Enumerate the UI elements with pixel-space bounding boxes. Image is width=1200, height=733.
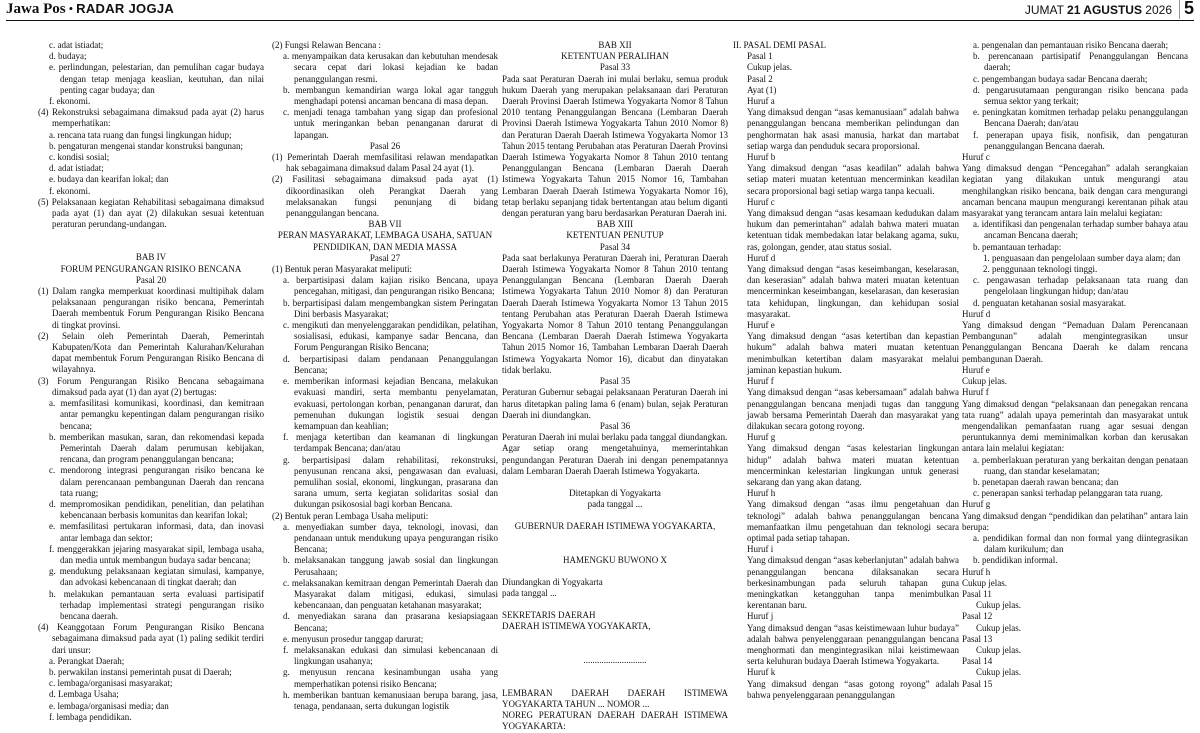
paragraph: h. memberikan bantuan kemanusiaan berupa barang, jasa, tenaga, pendanaan, serta dukungan logistik bbox=[283, 689, 498, 711]
spacer bbox=[38, 241, 264, 252]
paragraph: c. lembaga/organisasi masyarakat; bbox=[49, 678, 173, 689]
spacer bbox=[502, 633, 728, 644]
column-3 bbox=[502, 40, 728, 732]
paragraph: NOREG PERATURAN DAERAH DAERAH ISTIMEWA YOGYAKARTA: bbox=[502, 710, 728, 732]
paragraph: a. pengenalan dan pemantauan risiko Bencana daerah; bbox=[973, 40, 1169, 50]
paragraph: Pasal 2 bbox=[747, 73, 773, 84]
paragraph: a. menyampaikan data kerusakan dan kebutuhan mendesak secara cepat dari lokasi kejadian ke badan penanggulangan resmi. bbox=[283, 51, 498, 84]
paragraph: (2) Bentuk peran Lembaga Usaha meliputi: bbox=[272, 510, 429, 521]
paragraph: e. memberikan informasi kejadian Bencana, melakukan evakuasi mandiri, serta membantu penyelamatan, evakuasi, pertolongan korban, penanganan darurat, dan pemenuhan dukungan logistik sesuai dengan kemampuan dan keahlian; bbox=[283, 376, 498, 431]
paragraph: Yang dimaksud dengan “asas keberlanjutan” adalah bahwa penanggulangan bencana dilaksanakan secara berkesinambungan pada seluruh tahapan guna meningkatkan ketangguhan tanpa menimbulkan kerentanan baru. bbox=[747, 555, 960, 611]
section-heading: BAB IV bbox=[135, 252, 167, 263]
paragraph: Diundangkan di Yogyakarta bbox=[502, 576, 603, 587]
paragraph: Yang dimaksud dengan “Pencegahan” adalah serangkaian kegiatan yang dilakukan untuk mengurangi atau menghilangkan risiko bencana, baik dengan cara mengurangi ancaman bencana maupun mengurangi kerentanan pihak atau masyarakat yang terancam antara lain melalui kegiatan: bbox=[962, 163, 1188, 219]
paragraph: g. menyusun rencana kesinambungan usaha yang memperhatikan potensi risiko Bencana; bbox=[283, 667, 498, 689]
paragraph: g. mendukung pelaksanaan kegiatan simulasi, kampanye, dan advokasi kebencanaan di tingkat daerah; dan bbox=[49, 566, 264, 588]
issue-day: JUMAT bbox=[1024, 3, 1064, 17]
paragraph: Huruf d bbox=[747, 252, 776, 263]
paragraph: Huruf a bbox=[747, 96, 775, 107]
paragraph: Yang dimaksud dengan “asas gotong royong” adalah bahwa penyelenggaraan penanggulangan bbox=[747, 678, 959, 700]
paragraph: c. pengawasan terhadap pelaksanaan tata ruang dan pengelolaan lingkungan hidup; dan/atau bbox=[973, 275, 1188, 297]
paragraph: d. penguatan ketahanan sosial masyarakat. bbox=[973, 297, 1126, 308]
paragraph: (2) Selain oleh Pemerintah Daerah, Pemerintah Kabupaten/Kota dan Pemerintah Kalurahan/Kelurahan dapat membentuk Forum Pengurangan Risiko Bencana di wilayahnya. bbox=[38, 330, 264, 375]
paragraph: d. Lembaga Usaha; bbox=[49, 689, 119, 700]
paragraph: Huruf g bbox=[747, 432, 776, 443]
section-heading: Ditetapkan di Yogyakarta bbox=[569, 487, 661, 498]
paragraph: f. ekonomi. bbox=[49, 96, 91, 107]
paragraph: Huruf c bbox=[962, 152, 990, 163]
paragraph: Huruf b bbox=[747, 152, 776, 163]
section-heading: ............................ bbox=[583, 654, 647, 665]
section-name[interactable]: RADAR JOGJA bbox=[76, 1, 175, 16]
paragraph: f. ekonomi. bbox=[49, 185, 91, 196]
paragraph: e. budaya dan kearifan lokal; dan bbox=[49, 174, 169, 185]
paragraph: e. perlindungan, pelestarian, dan pemulihan cagar budaya dengan tetap menjaga keaslian, keutuhan, dan nilai penting cagar budaya; dan bbox=[49, 62, 264, 95]
paragraph: (2) Fasilitasi sebagaimana dimaksud pada ayat (1) dikoordinasikan oleh Perangkat Daerah yang melaksanakan fungsi penunjang di bidang penanggulangan bencana. bbox=[272, 174, 498, 219]
column-1 bbox=[38, 40, 264, 722]
paragraph: Agar setiap orang mengetahuinya, memerintahkan pengundangan Peraturan Daerah ini dengan penempatannya dalam Lembaran Daerah Daerah Istimewa Yogyakarta. bbox=[502, 443, 728, 476]
section-heading: PERAN MASYARAKAT, LEMBAGA USAHA, SATUAN PENDIDIKAN, DAN MEDIA MASSA bbox=[277, 230, 493, 252]
paragraph: Huruf f bbox=[747, 376, 774, 387]
paragraph: (2) Fungsi Relawan Bencana : bbox=[272, 40, 381, 50]
paragraph: Yang dimaksud dengan “asas keseimbangan, keselarasan, dan keserasian” adalah bahwa materi muatan ketentuan mencerminkan keseimbangan, keselarasan, dan keserasian tata kehidupan, lingkungan, dan kehidupan sosial masyarakat. bbox=[747, 264, 959, 319]
paragraph: (4) Rekonstruksi sebagaimana dimaksud pada ayat (2) harus memperhatikan: bbox=[38, 107, 264, 129]
paragraph: f. menjaga ketertiban dan keamanan di lingkungan terdampak Bencana; dan/atau bbox=[283, 432, 498, 454]
spacer bbox=[502, 544, 728, 555]
bullet-separator: • bbox=[68, 1, 74, 16]
paragraph: Pada saat berlakunya Peraturan Daerah ini, Peraturan Daerah Daerah Istimewa Yogyakarta Nomor 8 Tahun 2010 tentang Penanggulangan Bencana (Lembaran Daerah Daerah Istimewa Yogyakarta Tahun 2010 Nomor 8) dan Peraturan Daerah Daerah Istimewa Yogyakarta Nomor 13 Tahun 2015 tentang Perubahan atas Peraturan Daerah Daerah Istimewa Yogyakarta Nomor 8 Tahun 2010 tentang Penanggulangan Bencana (Lembaran Daerah Daerah Istimewa Yogyakarta Tahun 2015 Nomor 16, Tambahan Lembaran Daerah Daerah Istimewa Yogyakarta Nomor 16), dicabut dan dinyatakan tidak berlaku. bbox=[502, 252, 728, 375]
paragraph: Huruf d bbox=[962, 308, 991, 319]
paragraph: Huruf h bbox=[747, 488, 776, 499]
column-5 bbox=[962, 40, 1188, 689]
section-heading: BAB XIII bbox=[596, 219, 634, 230]
paragraph: Peraturan Daerah ini mulai berlaku pada tanggal diundangkan. bbox=[502, 432, 728, 443]
masthead bbox=[6, 0, 1194, 21]
spacer bbox=[38, 230, 264, 241]
paragraph: 2. penggunaan teknologi tinggi. bbox=[983, 264, 1098, 275]
paragraph: Yang dimaksud dengan “asas kemanusiaan” adalah bahwa penanggulangan bencana memberikan pelindungan dan penghormatan hak asasi manusia, harkat dan martabat setiap warga dan penduduk secara proporsional. bbox=[747, 107, 959, 151]
paragraph: d. pengarusutamaan pengurangan risiko bencana pada semua sektor yang terkait; bbox=[973, 84, 1188, 107]
section-heading: BAB VII bbox=[368, 219, 402, 230]
paragraph: f. menggerakkan jejaring masyarakat sipil, lembaga usaha, dan media untuk membangun budaya sadar bencana; bbox=[49, 543, 264, 565]
paragraph: c. adat istiadat; bbox=[49, 40, 104, 50]
paragraph: c. kondisi sosial; bbox=[49, 152, 110, 163]
paragraph: Cukup jelas. bbox=[976, 644, 1021, 655]
newspaper-brand[interactable]: Jawa Pos bbox=[6, 1, 66, 17]
section-heading: BAB XII bbox=[598, 40, 632, 50]
paragraph: (4) Keanggotaan Forum Pengurangan Risiko Bencana sebagaimana dimaksud pada ayat (1) paling sedikit terdiri dari unsur: bbox=[38, 622, 264, 655]
paragraph: c. mengikuti dan menyelenggarakan pendidikan, pelatihan, sosialisasi, edukasi, kampanye sadar Bencana, dan Forum Pengurangan Risiko Bencana; bbox=[283, 320, 498, 353]
paragraph: 1. penguasaan dan pengelolaan sumber daya alam; dan bbox=[983, 252, 1181, 263]
paragraph: b. melaksanakan tanggung jawab sosial dan lingkungan Perusahaan; bbox=[283, 555, 498, 577]
paragraph: a. memfasilitasi komunikasi, koordinasi, dan kemitraan antar pemangku kepentingan dalam pengurangan risiko bencana; bbox=[49, 398, 264, 431]
section-heading: HAMENGKU BUWONO X bbox=[563, 554, 667, 565]
section-heading: GUBERNUR DAERAH ISTIMEWA YOGYAKARTA, bbox=[514, 521, 716, 532]
paragraph: a. rencana tata ruang dan fungsi lingkungan hidup; bbox=[49, 129, 232, 140]
paragraph: e. lembaga/organisasi media; dan bbox=[49, 700, 169, 711]
spacer bbox=[502, 510, 728, 521]
issue-year: 2026 bbox=[1145, 3, 1172, 17]
paragraph: Pasal 1 bbox=[747, 51, 773, 62]
paragraph: c. melaksanakan kemitraan dengan Pemerintah Daerah dan Masyarakat dalam mitigasi, edukasi, simulasi kebencanaan, dan penguatan ketahanan masyarakat; bbox=[283, 577, 498, 611]
paragraph: SEKRETARIS DAERAH bbox=[502, 610, 596, 621]
paragraph: f. melaksanakan edukasi dan simulasi kebencanaan di lingkungan usahanya; bbox=[283, 644, 498, 667]
paragraph: b. membangun kemandirian warga lokal agar tangguh menghadapi potensi ancaman bencana di masa depan. bbox=[283, 84, 498, 107]
paragraph: Huruf f bbox=[962, 387, 989, 398]
section-heading: Pasal 34 bbox=[599, 241, 631, 252]
paragraph: c. pengembangan budaya sadar Bencana daerah; bbox=[973, 73, 1148, 84]
paragraph: a. pemberlakuan peraturan yang berkaitan dengan penataan ruang, dan standar keselamatan; bbox=[973, 454, 1188, 476]
spacer bbox=[502, 666, 728, 677]
paragraph: Pasal 15 bbox=[962, 678, 993, 689]
section-heading: Pasal 33 bbox=[599, 62, 631, 73]
paragraph: II. PASAL DEMI PASAL bbox=[733, 40, 827, 50]
paragraph: Huruf e bbox=[747, 320, 775, 331]
section-heading: Pasal 35 bbox=[599, 376, 631, 387]
paragraph: (3) Forum Pengurangan Risiko Bencana sebagaimana dimaksud pada ayat (1) dan ayat (2) bertugas: bbox=[38, 375, 264, 397]
paragraph: Pasal 11 bbox=[962, 588, 992, 599]
section-heading: KETENTUAN PERALIHAN bbox=[561, 51, 669, 62]
paragraph: e. memfasilitasi pertukaran informasi, data, dan inovasi antar lembaga dan sektor; bbox=[49, 521, 264, 543]
section-heading: FORUM PENGURANGAN RISIKO BENCANA bbox=[60, 263, 242, 274]
paragraph: Pada saat Peraturan Daerah ini mulai berlaku, semua produk hukum Daerah yang merupakan pelaksanaan dari Peraturan Daerah Provinsi Daerah Istimewa Yogyakarta Nomor 8 Tahun 2010 tentang Penanggulangan Bencana (Lembaran Daerah Provinsi Daerah Istimewa Yogyakarta Tahun 2010 Nomor 8) dan Peraturan Daerah Daerah Istimewa Yogyakarta Nomor 13 Tahun 2015 tentang Perubahan atas Peraturan Daerah Provinsi Daerah Istimewa Yogyakarta Nomor 8 Tahun 2010 tentang Penanggulangan Bencana (Lembaran Daerah Daerah Istimewa Yogyakarta Tahun 2015 Nomor 16, Tambahan Lembaran Daerah Daerah Istimewa Yogyakarta Nomor 16), tetap berlaku sepanjang tidak bertentangan atau belum diganti dengan peraturan yang baru berdasarkan Peraturan Daerah ini. bbox=[502, 73, 728, 219]
section-heading: Pasal 26 bbox=[369, 140, 401, 151]
paragraph: Cukup jelas. bbox=[962, 577, 1007, 588]
paragraph: Peraturan Gubernur sebagai pelaksanaan Peraturan Daerah ini harus ditetapkan paling lama 6 (enam) bulan, sejak Peraturan Daerah ini diundangkan. bbox=[502, 387, 728, 420]
paragraph: Yang dimaksud dengan “asas ilmu pengetahuan dan teknologi” adalah bahwa penanggulangan bencana memanfaatkan ilmu pengetahuan dan teknologi secara optimal pada setiap tahapan. bbox=[747, 499, 959, 543]
issue-date-main: 21 AGUSTUS bbox=[1067, 3, 1142, 17]
paragraph: Yang dimaksud dengan “Pemaduan Dalam Perencanaan Pembangunan” adalah mengintegrasikan unsur Penanggulangan Bencana Daerah ke dalam rencana pembangunan Daerah. bbox=[962, 320, 1188, 364]
spacer bbox=[502, 599, 728, 610]
spacer bbox=[502, 533, 728, 544]
column-2 bbox=[272, 40, 498, 711]
paragraph: b. pengaturan mengenai standar konstruksi bangunan; bbox=[49, 140, 243, 151]
paragraph: Yang dimaksud dengan “pendidikan dan pelatihan” antara lain berupa: bbox=[962, 510, 1188, 532]
section-heading: Pasal 27 bbox=[369, 252, 401, 263]
paragraph: a. berpartisipasi dalam kajian risiko Bencana, upaya pencegahan, mitigasi, dan pengurangan risiko Bencana; bbox=[283, 275, 498, 297]
paragraph: c. menjadi tenaga tambahan yang sigap dan profesional untuk meringankan beban penanganan darurat di lapangan. bbox=[283, 107, 498, 140]
section-heading: pada tanggal ... bbox=[587, 499, 643, 510]
paragraph: e. peningkatan komitmen terhadap pelaku penanggulangan Bencana Daerah; dan/atau bbox=[973, 107, 1188, 129]
paragraph: Pasal 13 bbox=[962, 633, 993, 644]
paragraph: Yang dimaksud dengan “asas kelestarian lingkungan hidup” adalah bahwa materi muatan ketentuan mencerminkan kelestarian lingkungan untuk generasi sekarang dan yang akan datang. bbox=[747, 443, 959, 487]
paragraph: Yang dimaksud dengan “asas keadilan” adalah bahwa setiap materi muatan ketentuan mencerminkan keadilan secara proporsional bagi setiap warga tanpa kecuali. bbox=[747, 163, 959, 196]
section-heading: Pasal 20 bbox=[135, 274, 167, 285]
paragraph: b. memberikan masukan, saran, dan rekomendasi kepada Pemerintah Daerah dalam perumusan kebijakan, rencana, dan program penanggulangan bencana; bbox=[49, 431, 264, 465]
spacer bbox=[502, 477, 728, 488]
paragraph: g. berpartisipasi dalam rehabilitasi, rekonstruksi, penyusunan rencana aksi, pengawasan dan evaluasi, pemulihan sosial, ekonomi, lingkungan, prasarana dan sarana umum, serta kegiatan solidaritas sosial dan dukungan psikososial bagi korban Bencana. bbox=[283, 454, 498, 510]
paragraph: Huruf g bbox=[962, 499, 991, 510]
paragraph: e. menyusun prosedur tanggap darurat; bbox=[283, 633, 424, 644]
paragraph: LEMBARAN DAERAH DAERAH ISTIMEWA YOGYAKARTA TAHUN ... NOMOR ... bbox=[502, 687, 728, 709]
issue-date bbox=[1025, 3, 1172, 17]
paragraph: Cukup jelas. bbox=[747, 62, 792, 73]
paragraph: c. penerapan sanksi terhadap pelanggaran tata ruang. bbox=[973, 488, 1163, 499]
paragraph: Yang dimaksud dengan “asas kebersamaan” adalah bahwa penanggulangan bencana menjadi tugas dan tanggung jawab bersama Pemerintah Daerah dan masyarakat yang dilakukan secara gotong royong. bbox=[747, 387, 959, 431]
paragraph: Huruf c bbox=[747, 196, 775, 207]
paragraph: b. perwakilan instansi pemerintah pusat di Daerah; bbox=[49, 666, 232, 677]
paragraph: a. pendidikan formal dan non formal yang diintegrasikan dalam kurikulum; dan bbox=[973, 532, 1188, 555]
paragraph: Huruf k bbox=[747, 667, 776, 678]
paragraph: Cukup jelas. bbox=[976, 600, 1021, 611]
spacer bbox=[502, 566, 728, 577]
paragraph: b. perencanaan partisipatif Penanggulangan Bencana daerah; bbox=[973, 51, 1188, 73]
paragraph: Huruf e bbox=[962, 364, 990, 375]
paragraph: b. pemantauan terhadap: bbox=[973, 241, 1062, 252]
paragraph: (1) Pemerintah Daerah memfasilitasi relawan mendapatkan hak sebagaimana dimaksud dalam Pasal 24 ayat (1). bbox=[272, 152, 498, 174]
paragraph: Pasal 14 bbox=[962, 656, 993, 667]
paragraph: Cukup jelas. bbox=[976, 622, 1021, 633]
paragraph: a. identifikasi dan pengenalan terhadap sumber bahaya atau ancaman Bencana daerah; bbox=[973, 219, 1188, 241]
paragraph: c. mendorong integrasi pengurangan risiko bencana ke dalam perencanaan pembangunan Daerah dan rencana tata ruang; bbox=[49, 465, 264, 498]
paragraph: f. lembaga pendidikan. bbox=[49, 711, 132, 722]
paragraph: f. penerapan upaya fisik, nonfisik, dan pengaturan penanggulangan Bencana daerah. bbox=[973, 129, 1188, 151]
paragraph: a. Perangkat Daerah; bbox=[49, 655, 125, 666]
paragraph: (1) Dalam rangka memperkuat koordinasi multipihak dalam pelaksanaan pengurangan risiko bencana, Pemerintah Daerah membentuk Forum Pengurangan Risiko Bencana di tingkat provinsi. bbox=[38, 286, 264, 330]
paragraph: Huruf i bbox=[747, 544, 774, 555]
paragraph: b. penetapan daerah rawan bencana; dan bbox=[973, 476, 1119, 487]
paragraph: d. budaya; bbox=[49, 51, 87, 62]
paragraph: Huruf h bbox=[962, 566, 991, 577]
paragraph: Yang dimaksud dengan “pelaksanaan dan penegakan rencana tata ruang” adalah upaya pemerintah dan masyarakat untuk mengendalikan pemanfaatan ruang agar sesuai dengan peruntukannya demi meminimalkan korban dan kerusakan antara lain melalui kegiatan: bbox=[962, 398, 1188, 454]
spacer bbox=[502, 644, 728, 655]
paragraph: d. berpartisipasi dalam pendanaan Penanggulangan Bencana; bbox=[283, 353, 498, 375]
paragraph: Yang dimaksud dengan “asas kesamaan kedudukan dalam hukum dan pemerintahan” adalah bahwa materi muatan ketentuan tidak membedakan latar belakang agama, suku, ras, golongan, gender, atau status sosial. bbox=[747, 208, 959, 252]
paragraph: (1) Bentuk peran Masyarakat meliputi: bbox=[272, 264, 412, 275]
paragraph: a. menyediakan sumber daya, teknologi, inovasi, dan pendanaan untuk mendukung upaya pengurangan risiko Bencana; bbox=[283, 521, 498, 555]
section-heading: KETENTUAN PENUTUP bbox=[566, 230, 664, 241]
paragraph: Yang dimaksud dengan “asas keistimewaan luhur budaya” adalah bahwa penyelenggaraan penanggulangan bencana menghormati dan mengintegrasikan nilai keistimewaan serta keluhuran budaya Daerah Istimewa Yogyakarta. bbox=[747, 622, 959, 667]
paragraph: d. menyediakan sarana dan prasarana kesiapsiagaan Bencana; bbox=[283, 611, 498, 633]
paragraph: h. melakukan pemantauan serta evaluasi partisipatif terhadap implementasi strategi pengurangan risiko bencana daerah. bbox=[49, 588, 264, 621]
paragraph: Ayat (1) bbox=[747, 84, 777, 95]
paragraph: b. berpartisipasi dalam mengembangkan sistem Peringatan Dini berbasis Masyarakat; bbox=[283, 297, 498, 319]
paragraph: Cukup jelas. bbox=[962, 376, 1007, 387]
paragraph: Yang dimaksud dengan “asas ketertiban dan kepastian hukum” adalah bahwa materi muatan ketentuan menimbulkan ketertiban dalam masyarakat melalui jaminan kepastian hukum. bbox=[747, 331, 959, 375]
page-number: 5 bbox=[1179, 0, 1194, 19]
paragraph: d. adat istiadat; bbox=[49, 163, 104, 174]
paragraph: (5) Pelaksanaan kegiatan Rehabilitasi sebagaimana dimaksud pada ayat (1) dan ayat (2) dilakukan sesuai ketentuan peraturan perundang-undangan. bbox=[38, 196, 264, 230]
paragraph: Cukup jelas. bbox=[976, 667, 1021, 678]
paragraph: d. mempromosikan pendidikan, penelitian, dan pelatihan kebencanaan berbasis komunitas dan kearifan lokal; bbox=[49, 498, 264, 521]
paragraph: Pasal 12 bbox=[962, 611, 993, 622]
article-columns bbox=[0, 26, 1200, 732]
paragraph: pada tanggal ... bbox=[502, 587, 557, 598]
section-heading: Pasal 36 bbox=[599, 420, 631, 431]
paragraph: Huruf j bbox=[747, 611, 774, 622]
paragraph: b. pendidikan informal. bbox=[973, 555, 1058, 566]
paragraph: DAERAH ISTIMEWA YOGYAKARTA, bbox=[502, 621, 651, 632]
masthead-brand-group bbox=[6, 1, 174, 18]
column-4 bbox=[733, 40, 960, 700]
spacer bbox=[502, 677, 728, 688]
